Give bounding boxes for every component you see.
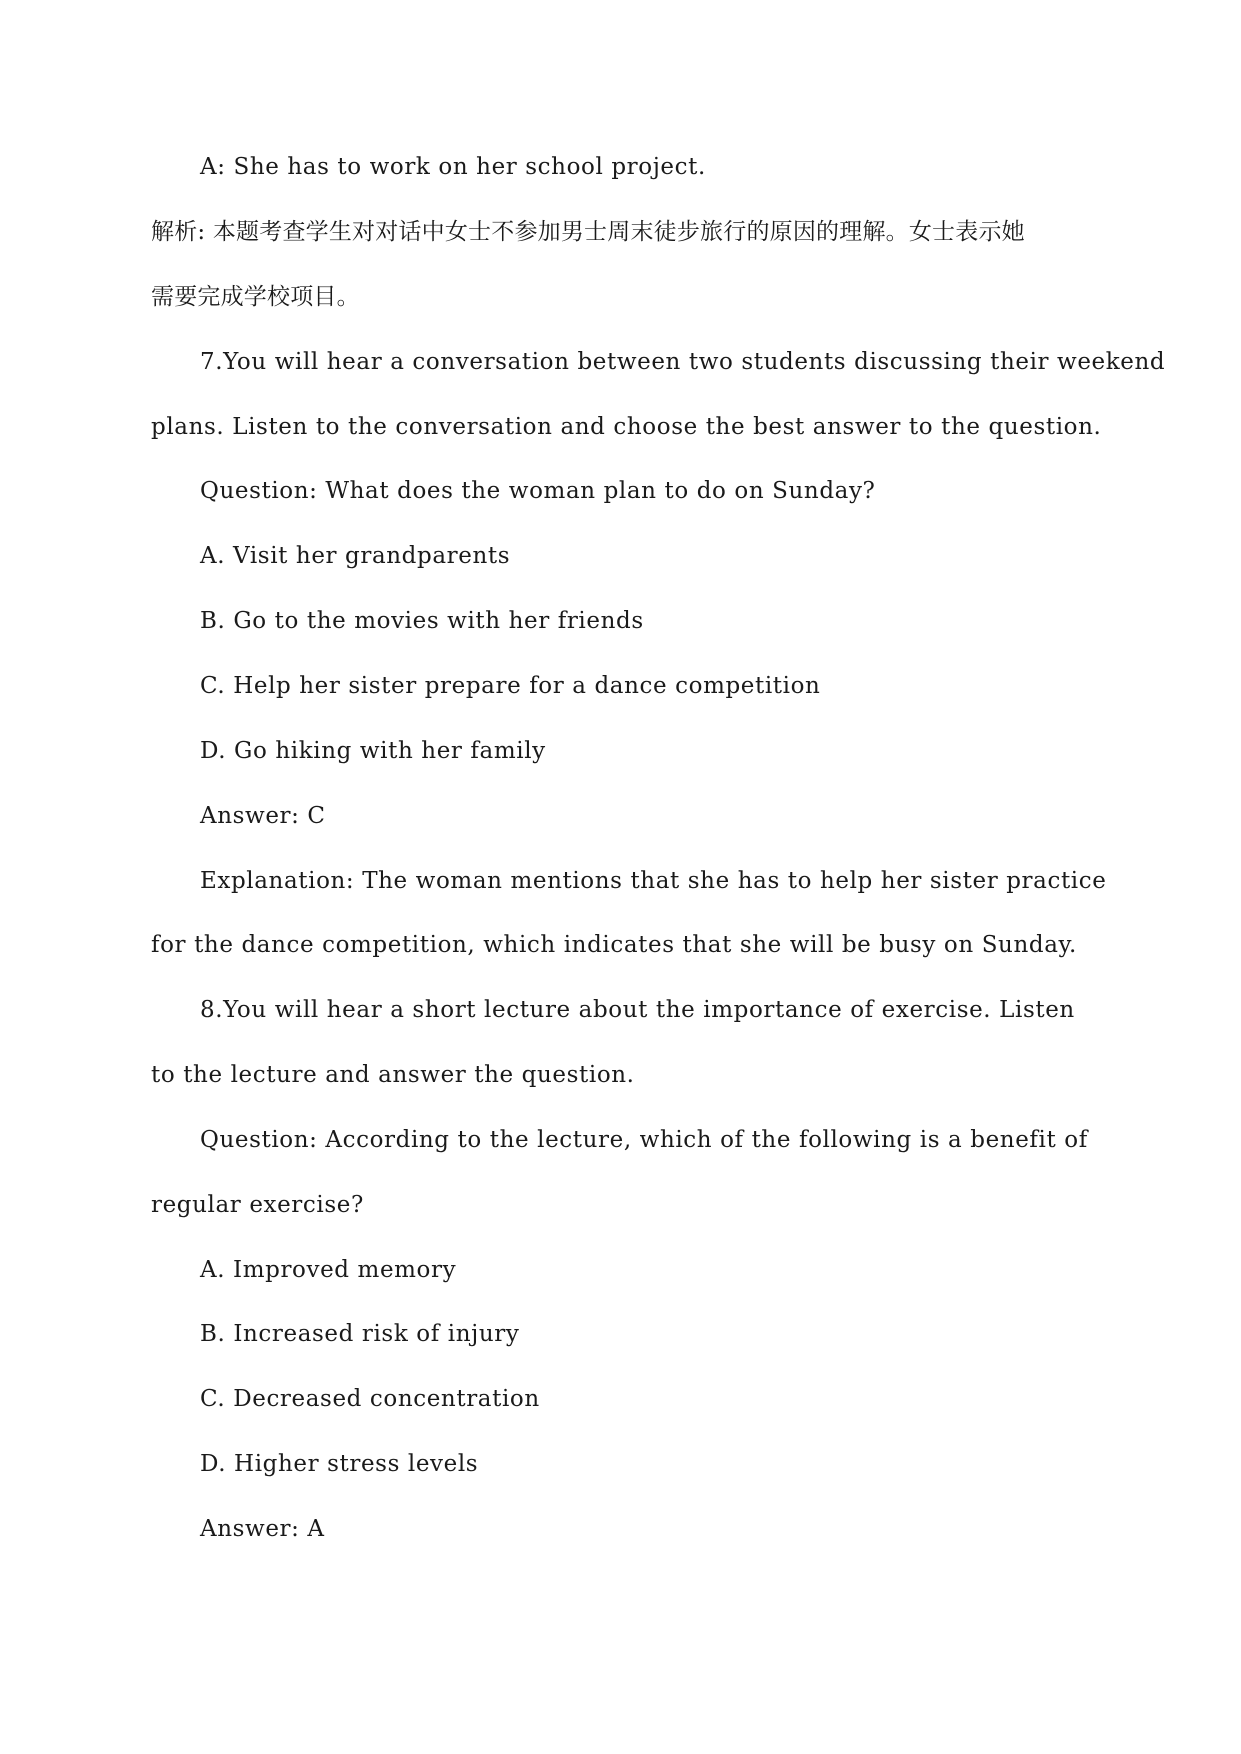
question-8-option-d: D. Higher stress levels (200, 1451, 479, 1477)
question-7-prompt-line-2: plans. Listen to the conversation and choose the best answer to the question. (151, 414, 1102, 440)
question-7-question: Question: What does the woman plan to do on Sunday? (200, 478, 876, 504)
question-7-option-c: C. Help her sister prepare for a dance competition (200, 673, 821, 699)
question-8-option-b: B. Increased risk of injury (200, 1321, 520, 1347)
analysis-line-1: 解析: 本题考查学生对对话中女士不参加男士周末徒步旅行的原因的理解。女士表示她 (151, 219, 1025, 245)
question-8-option-a: A. Improved memory (200, 1257, 457, 1283)
question-8-question-line-2: regular exercise? (151, 1192, 364, 1218)
question-8-prompt-line-1: 8.You will hear a short lecture about the importance of exercise. Listen (200, 997, 1075, 1023)
question-7-option-d: D. Go hiking with her family (200, 738, 546, 764)
question-7-answer: Answer: C (200, 803, 326, 829)
question-8-prompt-line-2: to the lecture and answer the question. (151, 1062, 635, 1088)
prev-answer-option: A: She has to work on her school project. (200, 154, 706, 180)
question-7-option-b: B. Go to the movies with her friends (200, 608, 644, 634)
question-7-prompt-line-1: 7.You will hear a conversation between two students discussing their weekend (200, 349, 1166, 375)
question-8-answer: Answer: A (200, 1516, 325, 1542)
question-7-explanation-line-2: for the dance competition, which indicates that she will be busy on Sunday. (151, 932, 1077, 958)
question-7-explanation-line-1: Explanation: The woman mentions that she has to help her sister practice (200, 868, 1107, 894)
analysis-line-2: 需要完成学校项目。 (151, 284, 360, 310)
question-7-option-a: A. Visit her grandparents (200, 543, 511, 569)
question-8-option-c: C. Decreased concentration (200, 1386, 540, 1412)
question-8-question-line-1: Question: According to the lecture, which of the following is a benefit of (200, 1127, 1088, 1153)
